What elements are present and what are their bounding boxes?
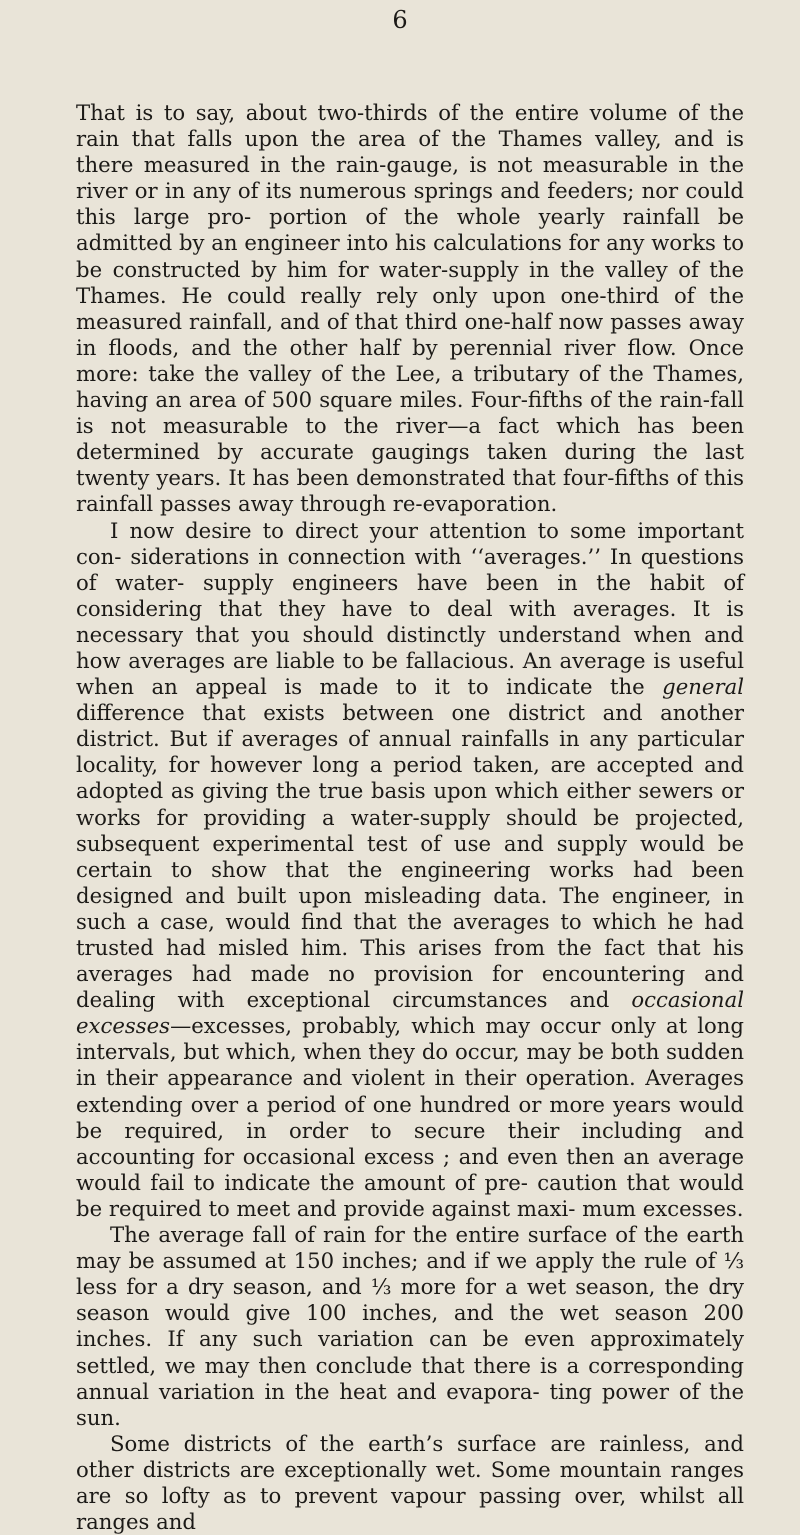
paragraph-2 <box>76 518 744 1223</box>
paragraph-3 <box>76 1222 744 1431</box>
paragraph-4 <box>76 1431 744 1535</box>
page-number: 6 <box>392 6 408 34</box>
paragraph-2-text-c: —excesses, probably, which may occur only at long intervals, but which, when they do occur, may be both sudden in their appearance and violent in their operation. Averages extending over a period of one hundred or more years would be required, in order to secure their including and accounting for occasional excess ; and even then an average would fail to indicate the amount of pre- caution that would be required to meet and provide against maxi- mum excesses. <box>76 1013 744 1221</box>
paragraph-1 <box>76 100 744 518</box>
paragraph-4-text: Some districts of the earth’s surface are rainless, and other districts are exceptionally wet. Some mountain ranges are so lofty as to prevent vapour passing over, whilst all ranges and <box>76 1430 744 1535</box>
body-text <box>76 100 744 1535</box>
paragraph-3-text: The average fall of rain for the entire surface of the earth may be assumed at 150 inches; and if we apply the rule of ⅓ less for a dry season, and ⅓ more for a wet season, the dry season would give 100 inches, and the wet season 200 inches. If any such variation can be even approximately settled, we may then conclude that there is a corresponding annual variation in the heat and evapora- ting power of the sun. <box>76 1222 744 1430</box>
paragraph-1-text: That is to say, about two-thirds of the entire volume of the rain that falls upon the area of the Thames valley, and is there measured in the rain-gauge, is not measurable in the river or in any of its numerous springs and feeders; nor could this large pro- portion of the whole yearly rainfall be admitted by an engineer into his calculations for any works to be constructed by him for water-supply in the valley of the Thames. He could really rely only upon one-third of the measured rainfall, and of that third one-half now passes away in floods, and the other half by perennial river flow. Once more: take the valley of the Lee, a tributary of the Thames, having an area of 500 square miles. Four-fifths of the rain-fall is not measurable to the river—a fact which has been determined by accurate gaugings taken during the last twenty years. It has been demonstrated that four-fifths of this rainfall passes away through re-evaporation. <box>76 100 744 517</box>
paragraph-2-italic-general: general <box>662 674 744 700</box>
paragraph-2-italic-occasional-excesses: occasional excesses <box>76 987 744 1039</box>
paragraph-2-text-a: I now desire to direct your attention to some important con- siderations in connection with ‘‘averages.’’ In questions of water- supply engineers have been in the habit of considering that they have to deal with averages. It is necessary that you should distinctly understand when and how averages are liable to be fallacious. An average is useful when an appeal is made to it to indicate the <box>76 517 744 700</box>
paragraph-2-text-b: difference that exists between one district and another district. But if averages of annual rainfalls in any particular locality, for however long a period taken, are accepted and adopted as giving the true basis upon which either sewers or works for providing a water-supply should be projected, subsequent experimental test of use and supply would be certain to show that the engineering works had been designed and built upon misleading data. The engineer, in such a case, would find that the averages to which he had trusted had misled him. This arises from the fact that his averages had made no provision for encountering and dealing with exceptional circumstances and <box>76 700 744 1013</box>
